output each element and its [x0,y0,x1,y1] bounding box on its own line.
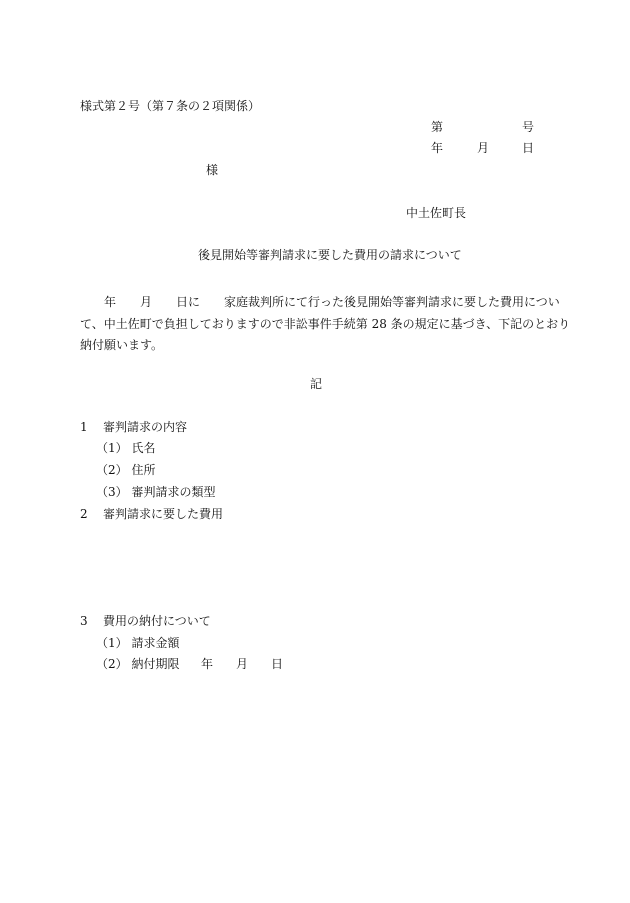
item3-number: 3 [80,614,88,628]
body-text-1: 家庭裁判所にて行った後見開始等審判請求に要した費用につい [224,295,560,309]
item1-label: 審判請求の内容 [103,420,188,434]
body-text-3: 納付願います。 [80,338,164,352]
date-month: 月 [477,141,490,155]
issuer: 中土佐町長 [406,206,467,220]
item3-sub-2-month: 月 [236,657,249,671]
item2-label: 審判請求に要した費用 [103,507,224,521]
document-number-suffix: 号 [522,120,535,134]
item3-sub-1: （1） 請求金額 [96,636,180,650]
document-title: 後見開始等審判請求に要した費用の請求について [198,248,462,262]
body-year: 年 [104,295,117,309]
addressee-suffix: 様 [206,163,219,177]
date-day: 日 [522,141,535,155]
document-number-prefix: 第 [431,120,444,134]
item3-sub-2-label: （2） 納付期限 [96,657,180,671]
body-paragraph [80,292,571,357]
body-month: 月 [140,295,153,309]
ki-heading: 記 [310,377,323,391]
body-text-2: て、中土佐町で負担しておりますので非訟事件手続第 28 条の規定に基づき、下記のとおり [80,316,571,331]
item1-number: 1 [80,420,88,434]
form-number: 様式第２号（第７条の２項関係） [80,99,261,113]
date-year: 年 [431,141,444,155]
body-line-1 [80,292,560,314]
item3-sub-2-day: 日 [271,657,284,671]
item3-sub-2-year: 年 [201,657,214,671]
item1-sub-1: （1） 氏名 [96,441,156,455]
item3-label: 費用の納付について [103,614,211,628]
body-day: 日に [176,295,201,309]
item1-sub-2: （2） 住所 [96,463,156,477]
item1-sub-3: （3） 審判請求の類型 [96,485,216,499]
item2-number: 2 [80,507,88,521]
